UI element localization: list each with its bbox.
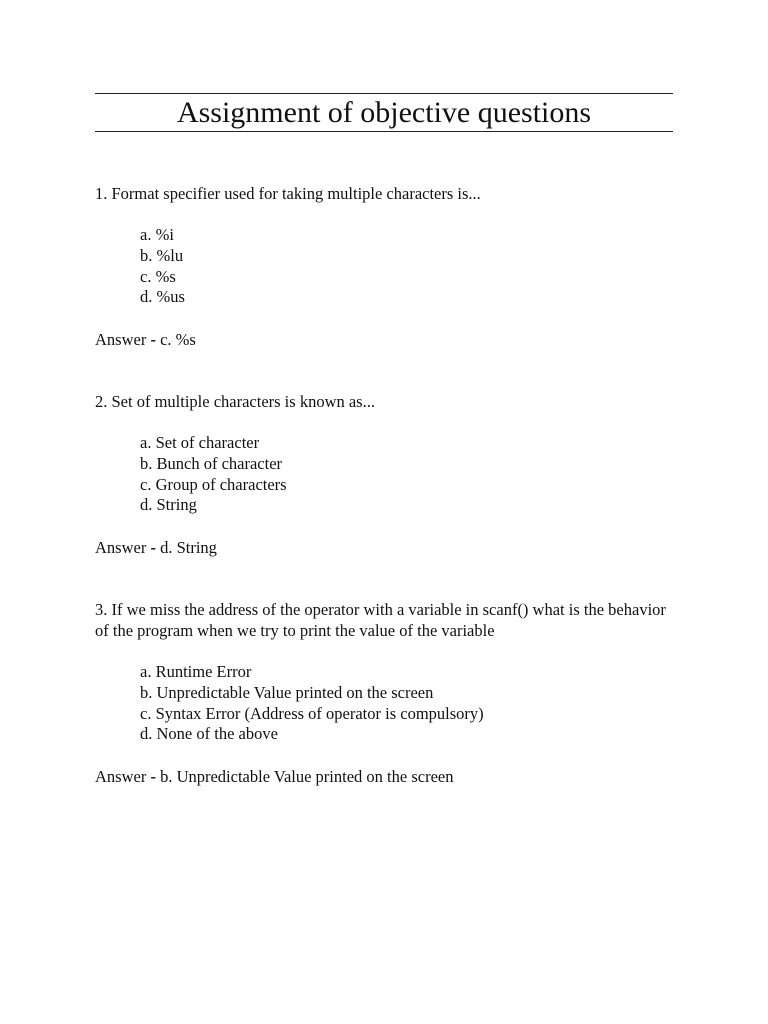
question-2-text: 2. Set of multiple characters is known as... [95, 392, 375, 411]
question-1-answer [95, 329, 675, 350]
question-1-option-a: a. %i [140, 225, 174, 244]
question-1-option-b: b. %lu [140, 245, 184, 265]
answer-value: d. String [160, 538, 217, 557]
question-1-option-c: c. %s [140, 266, 176, 286]
question-2-options [140, 433, 660, 516]
question-2-option-d: d. String [140, 495, 197, 515]
question-1-text: 1. Format specifier used for taking multiple characters is... [95, 184, 481, 203]
question-3-option-d: d. None of the above [140, 724, 278, 744]
question-3-answer [95, 766, 675, 787]
answer-separator: - [150, 330, 156, 349]
question-3-option-c: c. Syntax Error (Address of operator is compulsory) [140, 703, 484, 723]
question-2-option-c: c. Group of characters [140, 474, 287, 494]
question-3-option-b: b. Unpredictable Value printed on the screen [140, 682, 434, 702]
question-3-text: 3. If we miss the address of the operator with a variable in scanf() what is the behavior of the program when we try to print the value of the variable [95, 600, 666, 640]
answer-label: Answer [95, 538, 147, 557]
answer-separator: - [150, 767, 156, 786]
question-2-option-b: b. Bunch of character [140, 453, 283, 473]
answer-label: Answer [95, 767, 147, 786]
question-3-options [140, 662, 660, 745]
title-bottom-rule [95, 131, 673, 132]
answer-separator: - [150, 538, 156, 557]
question-1-options [140, 225, 660, 308]
question-3-option-a: a. Runtime Error [140, 662, 252, 681]
answer-label: Answer [95, 330, 147, 349]
page-title: Assignment of objective questions [176, 96, 592, 129]
question-2-answer [95, 537, 675, 558]
answer-value: b. Unpredictable Value printed on the screen [160, 767, 454, 786]
question-1-option-d: d. %us [140, 287, 185, 307]
answer-value: c. %s [160, 330, 196, 349]
question-2-option-a: a. Set of character [140, 433, 260, 452]
